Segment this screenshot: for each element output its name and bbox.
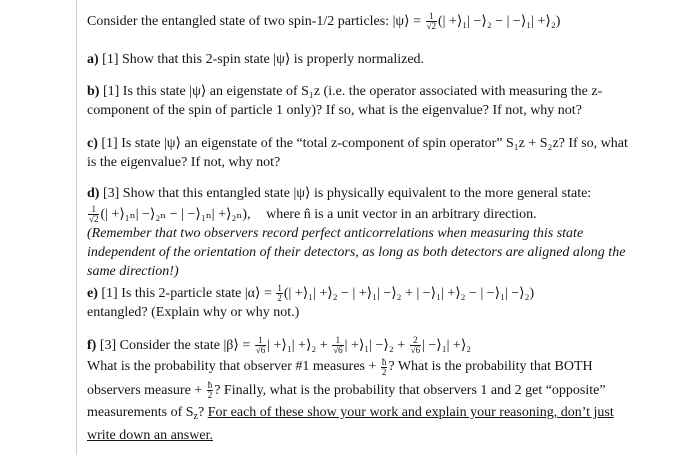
question-f-term-2: | +⟩₁| −⟩₂ + <box>344 338 409 353</box>
question-f-term-1: | +⟩₁| +⟩₂ + <box>267 338 332 353</box>
fraction-denominator: 2 <box>207 389 213 400</box>
question-d-line1: [3] Show that this entangled state |ψ⟩ is physically equivalent to the more general state: <box>102 186 592 201</box>
question-e-line2: entangled? (Explain why or why not.) <box>87 305 300 321</box>
question-a-text: [1] Show that this 2-spin state |ψ⟩ is properly normalized. <box>102 52 425 67</box>
fraction-numerator: 1 <box>277 283 282 294</box>
question-a-label: a) <box>87 52 99 67</box>
question-d-line2-rest: where n̂ is a unit vector in an arbitrary direction. <box>266 207 537 222</box>
question-e-label: e) <box>87 286 98 301</box>
question-f-line3-post: ? Finally, what is the probability that observers 1 and 2 get “opposite” <box>214 382 606 398</box>
question-d-italic-3: same direction!) <box>87 264 179 280</box>
hbar-over-2-fraction-2 <box>207 381 214 400</box>
fraction-denominator: √6 <box>333 345 343 356</box>
question-f-fraction-3 <box>410 336 421 355</box>
question-d-italic-2: independent of the orientation of their detectors, as long as both detectors are aligned along the <box>87 245 626 261</box>
question-e <box>87 284 693 322</box>
fraction-denominator: √6 <box>255 345 266 356</box>
intro-fraction <box>426 12 437 31</box>
question-d-state: (| +⟩₁ₙ| −⟩₂ₙ − | −⟩₁ₙ| +⟩₂ₙ), <box>100 207 251 222</box>
fraction-numerator: ħ <box>207 379 213 390</box>
question-b-line1: [1] Is this state |ψ⟩ an eigenstate of S₁z (i.e. the operator associated with measuring the z- <box>102 84 603 99</box>
question-a <box>87 50 693 69</box>
intro-text: Consider the entangled state of two spin-1/2 particles: |ψ⟩ = <box>87 14 425 29</box>
question-c-label: c) <box>87 136 98 151</box>
question-b-label: b) <box>87 84 100 99</box>
question-f-fraction-2 <box>332 336 343 355</box>
question-f-fraction-1 <box>255 336 266 355</box>
fraction-denominator: 2 <box>277 293 282 304</box>
fraction-numerator: ħ <box>381 356 387 367</box>
fraction-numerator: 1 <box>332 336 343 346</box>
fraction-denominator: 2 <box>381 366 387 377</box>
question-f-line3-pre: observers measure + <box>87 382 206 398</box>
question-f-line4-sub: z <box>193 410 198 422</box>
hbar-over-2-fraction <box>381 358 388 377</box>
fraction-numerator: 1 <box>255 336 266 346</box>
question-c <box>87 134 693 172</box>
fraction-numerator: 2 <box>410 336 421 346</box>
question-d-fraction <box>88 205 99 224</box>
question-f-line2-pre: What is the probability that observer #1 measures + <box>87 359 380 375</box>
fraction-numerator: 1 <box>88 205 99 215</box>
question-b-line2: component of the spin of particle 1 only)? If so, what is the eigenvalue? If not, why not? <box>87 103 582 118</box>
question-f <box>87 336 693 445</box>
question-e-fraction <box>276 284 283 303</box>
intro-line <box>87 12 693 31</box>
question-f-line4-pre: measurements of S <box>87 404 194 420</box>
question-f-line2-post: ? What is the probability that BOTH <box>388 359 593 375</box>
question-e-state: (| +⟩₁| +⟩₂ − | +⟩₁| −⟩₂ + | −⟩₁| +⟩₂ − | −⟩₁| −⟩₂) <box>283 286 535 301</box>
fraction-numerator: 1 <box>426 12 437 22</box>
question-f-line5-underlined: write down an answer. <box>87 427 213 443</box>
question-d-label: d) <box>87 186 100 201</box>
question-d <box>87 184 693 281</box>
fraction-denominator: √6 <box>410 345 421 356</box>
fraction-denominator: √2 <box>426 21 436 32</box>
question-f-text: [3] Consider the state |β⟩ = <box>99 338 254 353</box>
question-c-line1: [1] Is state |ψ⟩ an eigenstate of the “total z-component of spin operator” S₁z + S₂z? If so, what <box>101 136 628 151</box>
question-c-line2: is the eigenvalue? If not, why not? <box>87 155 281 170</box>
question-f-term-3: | −⟩₁| +⟩₂ <box>422 338 472 353</box>
question-f-label: f) <box>87 338 97 353</box>
document-page <box>76 0 700 455</box>
question-f-line4-underlined: For each of these show your work and explain your reasoning, don’t just <box>207 404 614 420</box>
intro-state: (| +⟩₁| −⟩₂ − | −⟩₁| +⟩₂) <box>437 14 561 29</box>
question-f-line4-mid: ? <box>197 404 208 420</box>
question-e-text: [1] Is this 2-particle state |α⟩ = <box>101 286 276 301</box>
fraction-denominator: √2 <box>89 214 99 225</box>
question-b <box>87 82 693 120</box>
question-d-italic-1: (Remember that two observers record perfect anticorrelations when measuring this state <box>87 226 584 242</box>
